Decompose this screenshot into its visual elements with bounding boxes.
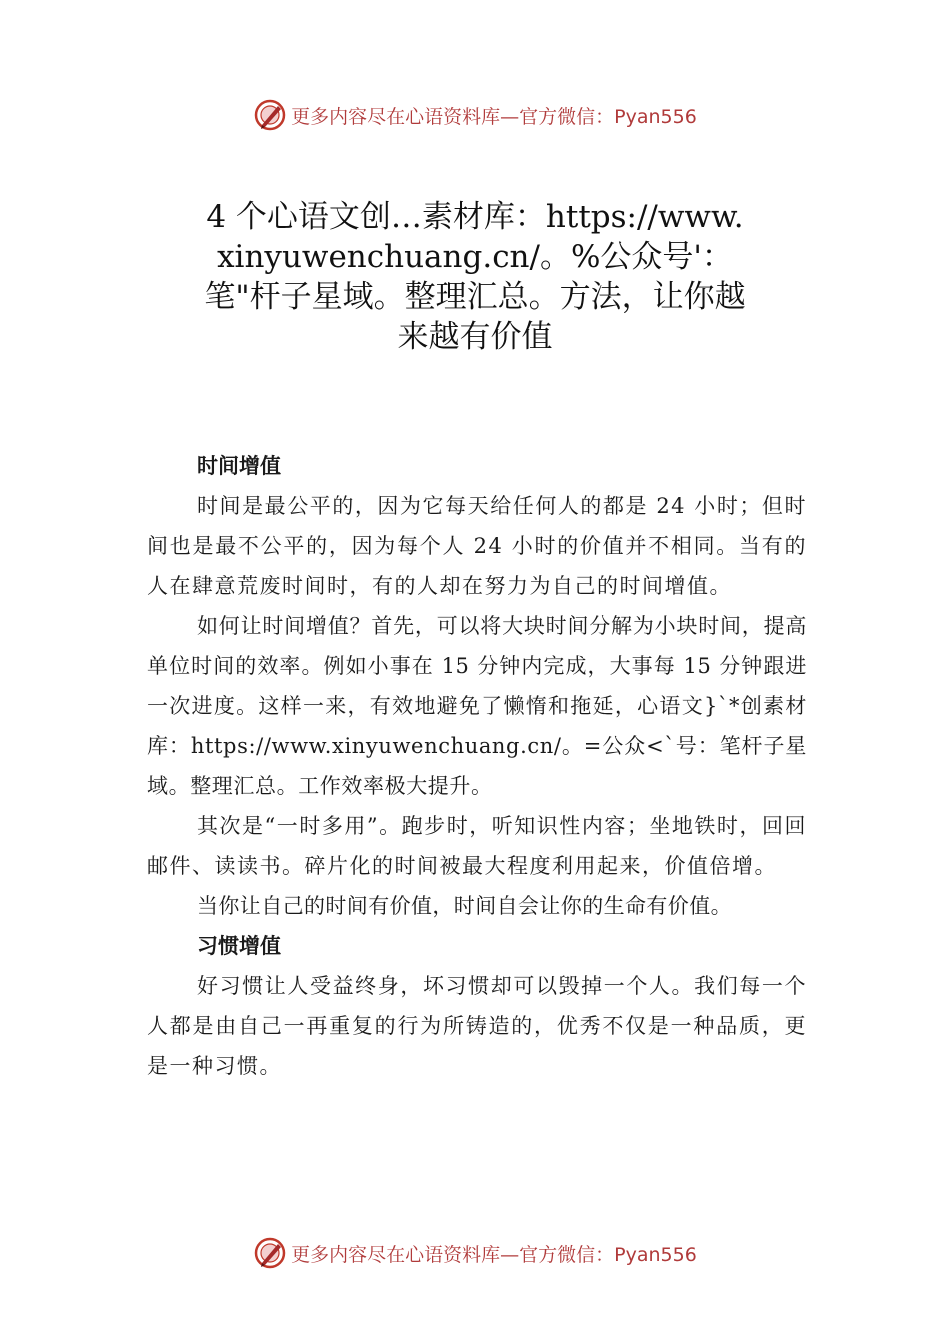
banner-text: 更多内容尽在心语资料库—官方微信：Pyan556 xyxy=(291,1243,697,1266)
footer-banner xyxy=(0,1233,950,1273)
banner-text: 更多内容尽在心语资料库—官方微信：Pyan556 xyxy=(291,105,697,128)
section-heading: 时间增值 xyxy=(197,454,281,478)
paragraph: 其次是“一时多用”。跑步时，听知识性内容；坐地铁时，回回邮件、读读书。碎片化的时间被最大程度利用起来，价值倍增。 xyxy=(147,814,807,878)
paragraph: 当你让自己的时间有价值，时间自会让你的生命有价值。 xyxy=(197,894,732,918)
paragraph: 时间是最公平的，因为它每天给任何人的都是 24 小时；但时间也是最不公平的，因为每个人 24 小时的价值并不相同。当有的人在肆意荒废时间时，有的人却在努力为自己的时间增值。 xyxy=(147,494,807,598)
document-body xyxy=(147,446,807,1086)
paragraph: 如何让时间增值？首先，可以将大块时间分解为小块时间，提高单位时间的效率。例如小事在 15 分钟内完成，大事每 15 分钟跟进一次进度。这样一来，有效地避免了懒惰和拖延，心语文}`*创素材库：https://www.xinyuwenchuang.cn/。=公众<`号：笔杆子星域。整理汇总。工作效率极大提升。 xyxy=(147,614,807,798)
header-banner xyxy=(0,95,950,135)
pen-logo-icon xyxy=(253,1236,287,1270)
section-heading: 习惯增值 xyxy=(197,934,281,958)
paragraph: 好习惯让人受益终身，坏习惯却可以毁掉一个人。我们每一个人都是由自己一再重复的行为所铸造的，优秀不仅是一种品质，更是一种习惯。 xyxy=(147,974,807,1078)
document-title: 4 个心语文创…素材库：https://www.xinyuwenchuang.cn/。%公众号'：笔"杆子星域。整理汇总。方法，让你越来越有价值 xyxy=(204,199,746,355)
pen-logo-icon xyxy=(253,98,287,132)
